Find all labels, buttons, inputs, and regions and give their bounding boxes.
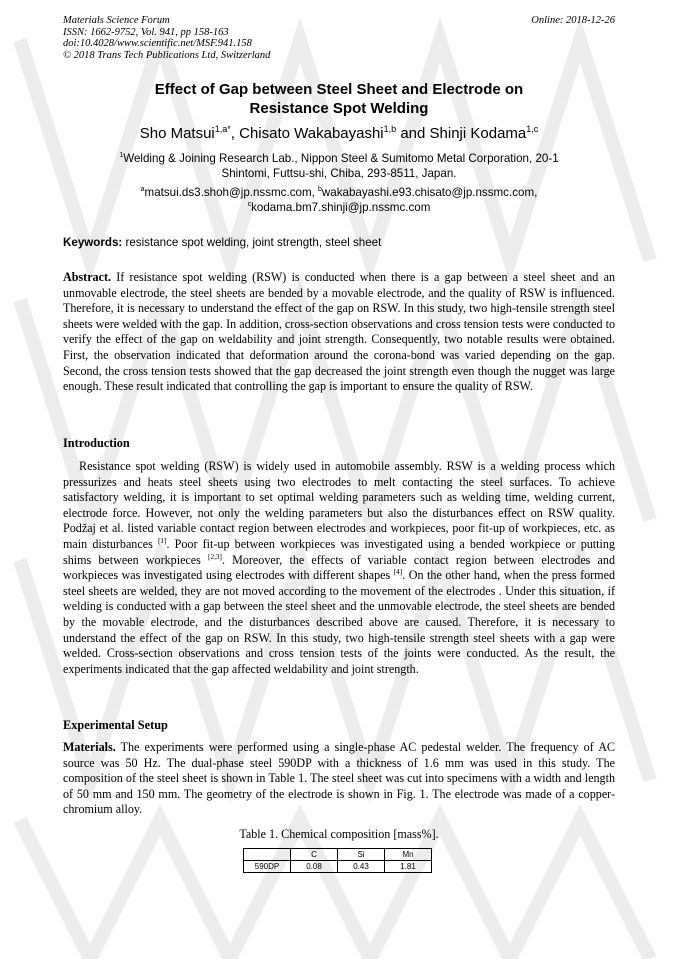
paper-title [60,80,618,118]
journal-name: Materials Science Forum [63,15,170,26]
abstract [63,270,615,395]
reference-mark[interactable]: [4] [393,568,403,577]
author-separator: and [396,125,430,142]
introduction-heading: Introduction [63,436,130,450]
author-name: Shinji Kodama [429,125,527,142]
email-mark: b [318,186,322,194]
experimental-heading: Experimental Setup [63,718,168,732]
table-header-row [244,849,432,861]
table-header-cell: Si [338,849,385,861]
keywords-label: Keywords: [63,236,123,249]
keywords-text: resistance spot welding, joint strength, steel sheet [122,236,382,249]
affiliation [60,151,618,181]
table-caption: Table 1. Chemical composition [mass%]. [239,827,439,841]
journal-issn: ISSN: 1662-9752, Vol. 941, pp 158-163 [63,26,229,38]
table-header-cell [244,849,291,861]
email-link[interactable]: wakabayashi.e93.chisato@jp.nssmc.com, [321,186,538,199]
reference-mark[interactable]: [2,3] [208,552,222,561]
introduction-body [63,459,615,677]
affiliation-line-2: Shintomi, Futtsu-shi, Chiba, 293-8511, Japan. [221,167,457,180]
author-affiliation-mark: 1,b [383,124,397,134]
intro-text: . Moreover, the effects of variable contact region between electrodes and workpieces was investigated using electrodes with different shapes [63,552,615,583]
keywords [63,236,615,249]
journal-doi: doi:10.4028/www.scientific.net/MSF.941.158 [63,38,252,49]
materials-text: The experiments were performed using a single-phase AC pedestal welder. The frequency of AC source was 50 Hz. The dual-phase steel 590DP with a thickness of 1.6 mm was used in this study. The composition of the steel sheet is shown in Table 1. The steel sheet was cut into specimens with a width and length of 50 mm and 150 mm. The geometry of the electrode is shown in Fig. 1. The electrode was made of a copper-chromium alloy. [63,740,615,817]
author-emails [60,185,618,215]
email-link[interactable]: matsui.ds3.shoh@jp.nssmc.com, [144,186,319,199]
title-line-1: Effect of Gap between Steel Sheet and Electrode on [154,81,524,98]
table-cell: 590DP [244,861,291,873]
email-mark: c [247,201,252,209]
journal-copyright: © 2018 Trans Tech Publications Ltd, Switzerland [63,49,271,61]
abstract-text: If resistance spot welding (RSW) is conducted when there is a gap between a steel sheet and an unmovable electrode, the steel sheets are bended by a movable electrode, and the quality of RSW is influenced. Therefore, it is necessary to understand the effect of the gap on RSW. In this study, two high-tensile strength steel sheets were welded with the gap. In addition, cross-section observations and cross tension tests were conducted to verify the effect of the gap on weldability and joint strength. Consequently, two notable results were obtained. First, the observation indicated that deformation around the corona-bond was varied depending on the gap. Second, the cross tension tests showed that the gap decreased the joint strength even though the nugget was large enough. These result indicated that controlling the gap is important to ensure the quality of RSW. [63,270,615,394]
intro-text: . On the other hand, when the press formed steel sheets are welded, they are not moved according to the movement of the electrodes . Under this situation, if welding is conducted with a gap between the steel sheet and the unmovable electrode, the steel sheets are bended by the movable electrode, and the disturbances described above are caused. Therefore, it is necessary to understand the effect of the gap on RSW. In this study, two high-tensile strength steel sheets with a gap were welded. Cross-section observations and cross tension tests of the joints were conducted. As the result, the experiments indicated that the gap affected weldability and joint strength. [63,568,615,676]
author-affiliation-mark: 1,a* [214,124,231,134]
author-affiliation-mark: 1,c [526,124,539,134]
author-name: Sho Matsui [139,125,215,142]
reference-mark[interactable]: [1] [157,536,167,545]
table-header-cell: C [291,849,338,861]
table-row [244,861,432,873]
title-line-2: Resistance Spot Welding [249,100,429,117]
online-date: Online: 2018-12-26 [531,15,615,26]
intro-text: . Poor fit-up between workpieces was investigated using a bended workpiece or putting shims between workpieces [63,536,615,567]
affiliation-mark: 1 [119,152,124,160]
intro-text: Resistance spot welding (RSW) is widely used in automobile assembly. RSW is a welding process which pressurizes and heats steel sheets using two electrodes to melt contacting the steel surfaces. To achieve satisfactory welding, it is important to set optimal welding parameters such as welding time, welding current, electrode force. However, not only the welding parameters but also the disturbances effect on RSW quality. Podžaj et al. listed variable contact region between electrodes and workpieces, poor fit-up of workpieces, etc. as main disturbances [63,459,615,551]
materials-paragraph [63,740,615,818]
abstract-label: Abstract. [63,270,112,284]
author-name: Chisato Wakabayashi [239,125,384,142]
email-mark: a [140,186,145,194]
materials-label: Materials. [63,740,116,754]
table-cell: 0.43 [338,861,385,873]
table-header-cell: Mn [385,849,432,861]
author-separator: , [230,125,240,142]
affiliation-line-1: Welding & Joining Research Lab., Nippon Steel & Sumitomo Metal Corporation, 20-1 [123,152,559,165]
table-cell: 1.81 [385,861,432,873]
composition-table [243,848,432,873]
author-list [60,125,618,143]
journal-header [63,15,615,61]
email-link[interactable]: kodama.bm7.shinji@jp.nssmc.com [251,201,431,214]
table-cell: 0.08 [291,861,338,873]
